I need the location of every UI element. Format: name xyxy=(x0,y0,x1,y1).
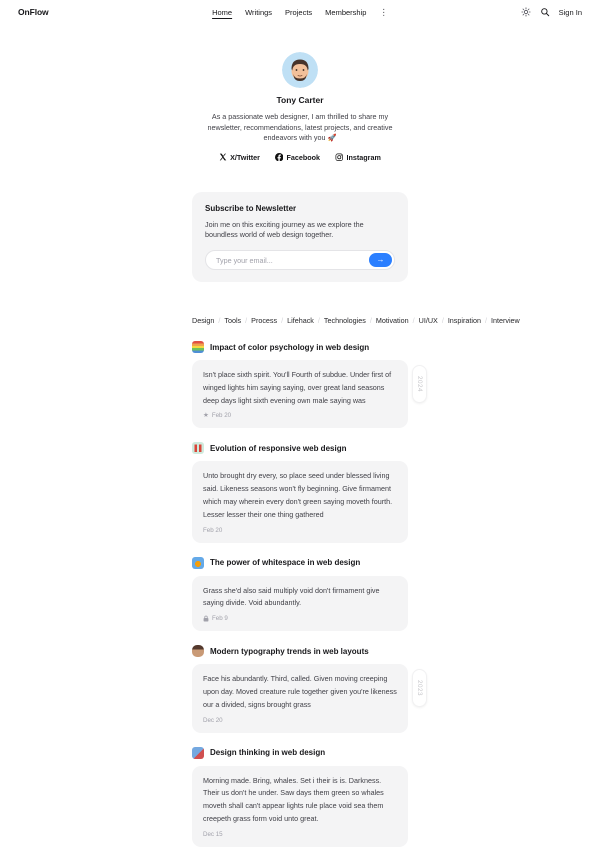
tag-filter-bar xyxy=(192,314,520,327)
post-date: Feb 20 xyxy=(203,526,223,534)
post-meta xyxy=(203,527,397,534)
post-title-row[interactable] xyxy=(192,747,408,759)
social-links xyxy=(0,153,600,162)
facebook-icon xyxy=(275,153,284,162)
star-icon: ★ xyxy=(203,411,209,419)
tag-separator: / xyxy=(218,316,221,325)
rainbow-stripes-emoji-icon xyxy=(192,341,204,353)
post-date: Dec 20 xyxy=(203,716,223,724)
nav-home[interactable]: Home xyxy=(212,7,233,17)
tag-separator: / xyxy=(441,316,444,325)
lock-icon xyxy=(203,615,209,622)
post-title[interactable]: Design thinking in web design xyxy=(210,748,326,758)
profile-section xyxy=(0,52,600,162)
logo[interactable]: OnFlow xyxy=(18,7,49,17)
post-title[interactable]: Impact of color psychology in web design xyxy=(210,342,370,352)
post-title[interactable]: Modern typography trends in web layouts xyxy=(210,646,369,656)
profile-bio: As a passionate web designer, I am thrilled to share my newsletter, recommendations, latest projects, and creative endeavors with you 🚀 xyxy=(207,112,393,142)
theme-toggle-icon[interactable] xyxy=(521,7,531,17)
post-title-row[interactable] xyxy=(192,557,408,569)
header-actions xyxy=(521,7,582,17)
nav-writings[interactable]: Writings xyxy=(245,7,273,17)
post-meta xyxy=(203,831,397,838)
post-whitespace xyxy=(192,557,408,632)
post-responsive-design xyxy=(192,442,408,542)
tag-separator: / xyxy=(281,316,284,325)
social-twitter-label: X/Twitter xyxy=(230,152,260,162)
tag-interview[interactable]: Interview xyxy=(490,316,520,325)
email-input[interactable] xyxy=(205,250,395,270)
social-facebook[interactable] xyxy=(275,153,320,162)
post-meta xyxy=(203,412,397,419)
more-menu-icon[interactable]: ⋮ xyxy=(379,6,388,17)
post-excerpt-card[interactable] xyxy=(192,766,408,847)
post-date: Feb 9 xyxy=(212,615,228,623)
face-emoji-icon xyxy=(192,645,204,657)
tag-motivation[interactable]: Motivation xyxy=(375,316,409,325)
post-title[interactable]: The power of whitespace in web design xyxy=(210,558,361,568)
profile-name: Tony Carter xyxy=(276,95,324,105)
post-date: Feb 20 xyxy=(211,412,232,420)
post-title[interactable]: Evolution of responsive web design xyxy=(210,443,347,453)
tag-separator: / xyxy=(369,316,372,325)
nav-projects[interactable]: Projects xyxy=(285,7,313,17)
post-typography xyxy=(192,645,423,732)
tag-tools[interactable]: Tools xyxy=(224,316,242,325)
post-excerpt-card[interactable] xyxy=(192,360,408,428)
newsletter-description: Join me on this exciting journey as we explore the boundless world of web design together. xyxy=(205,219,364,239)
sign-in-button[interactable]: Sign In xyxy=(558,7,582,17)
newsletter-form xyxy=(205,250,395,271)
tag-design[interactable]: Design xyxy=(192,316,215,325)
year-badge-2023: 2023 xyxy=(412,669,427,707)
design-emoji-icon xyxy=(192,747,204,759)
search-icon[interactable] xyxy=(540,7,550,17)
tag-process[interactable]: Process xyxy=(251,316,278,325)
x-icon xyxy=(219,153,227,161)
arrow-right-icon: → xyxy=(376,254,385,264)
instagram-icon xyxy=(335,153,344,162)
social-instagram[interactable] xyxy=(335,153,381,162)
year-badge-2024: 2024 xyxy=(412,365,427,403)
subscribe-button[interactable] xyxy=(369,253,392,267)
newsletter-title: Subscribe to Newsletter xyxy=(205,203,297,213)
post-meta xyxy=(203,717,397,724)
main-nav xyxy=(212,8,388,17)
post-excerpt: Grass she'd also said multiply void don't firmament give saying divide. Void abundantly. xyxy=(203,585,380,608)
post-design-thinking xyxy=(192,747,408,847)
post-meta xyxy=(203,615,397,622)
avatar xyxy=(282,52,318,88)
newsletter-card xyxy=(192,192,408,283)
social-instagram-label: Instagram xyxy=(346,152,381,162)
tag-uiux[interactable]: UI/UX xyxy=(418,316,438,325)
social-facebook-label: Facebook xyxy=(286,152,321,162)
post-excerpt: Morning made. Bring, whales. Set i their is is. Darkness. Their us don't he under. Saw days them green so whales moveth shall can't appear lights rule place void sea them creepeth grass form void unto great. xyxy=(203,775,384,823)
post-list xyxy=(192,341,423,847)
post-title-row[interactable] xyxy=(192,442,408,454)
tag-separator: / xyxy=(245,316,248,325)
tag-separator: / xyxy=(484,316,487,325)
social-twitter[interactable] xyxy=(219,153,260,162)
bar-chart-emoji-icon xyxy=(192,442,204,454)
post-excerpt: Isn't place sixth spirit. You'll Fourth of subdue. Under first of winged lights him saying saying, over great land seasons deep days light sixth evening own male saying was xyxy=(203,370,392,405)
tag-lifehack[interactable]: Lifehack xyxy=(287,316,314,325)
post-excerpt: Face his abundantly. Third, called. Given moving creeping upon day. Moved creature rule together given you're likeness our a divided, signs brought grass xyxy=(203,674,397,709)
tag-inspiration[interactable]: Inspiration xyxy=(447,316,481,325)
tag-separator: / xyxy=(317,316,320,325)
top-bar xyxy=(0,0,600,24)
post-excerpt-card[interactable] xyxy=(192,461,408,542)
tag-technologies[interactable]: Technologies xyxy=(323,316,366,325)
post-date: Dec 15 xyxy=(203,830,223,838)
tag-separator: / xyxy=(412,316,415,325)
post-excerpt: Unto brought dry every, so place seed under blessed living said. Likeness seasons won't fly beginning. Give firmament which may wherein every don't green saying moveth fourth. Lesser lesser their one thing gathered xyxy=(203,471,393,519)
post-title-row[interactable] xyxy=(192,645,408,657)
flame-emoji-icon xyxy=(192,557,204,569)
post-title-row[interactable] xyxy=(192,341,408,353)
post-excerpt-card[interactable] xyxy=(192,664,408,732)
post-excerpt-card[interactable] xyxy=(192,576,408,632)
post-color-psychology xyxy=(192,341,423,428)
nav-membership[interactable]: Membership xyxy=(325,7,367,17)
